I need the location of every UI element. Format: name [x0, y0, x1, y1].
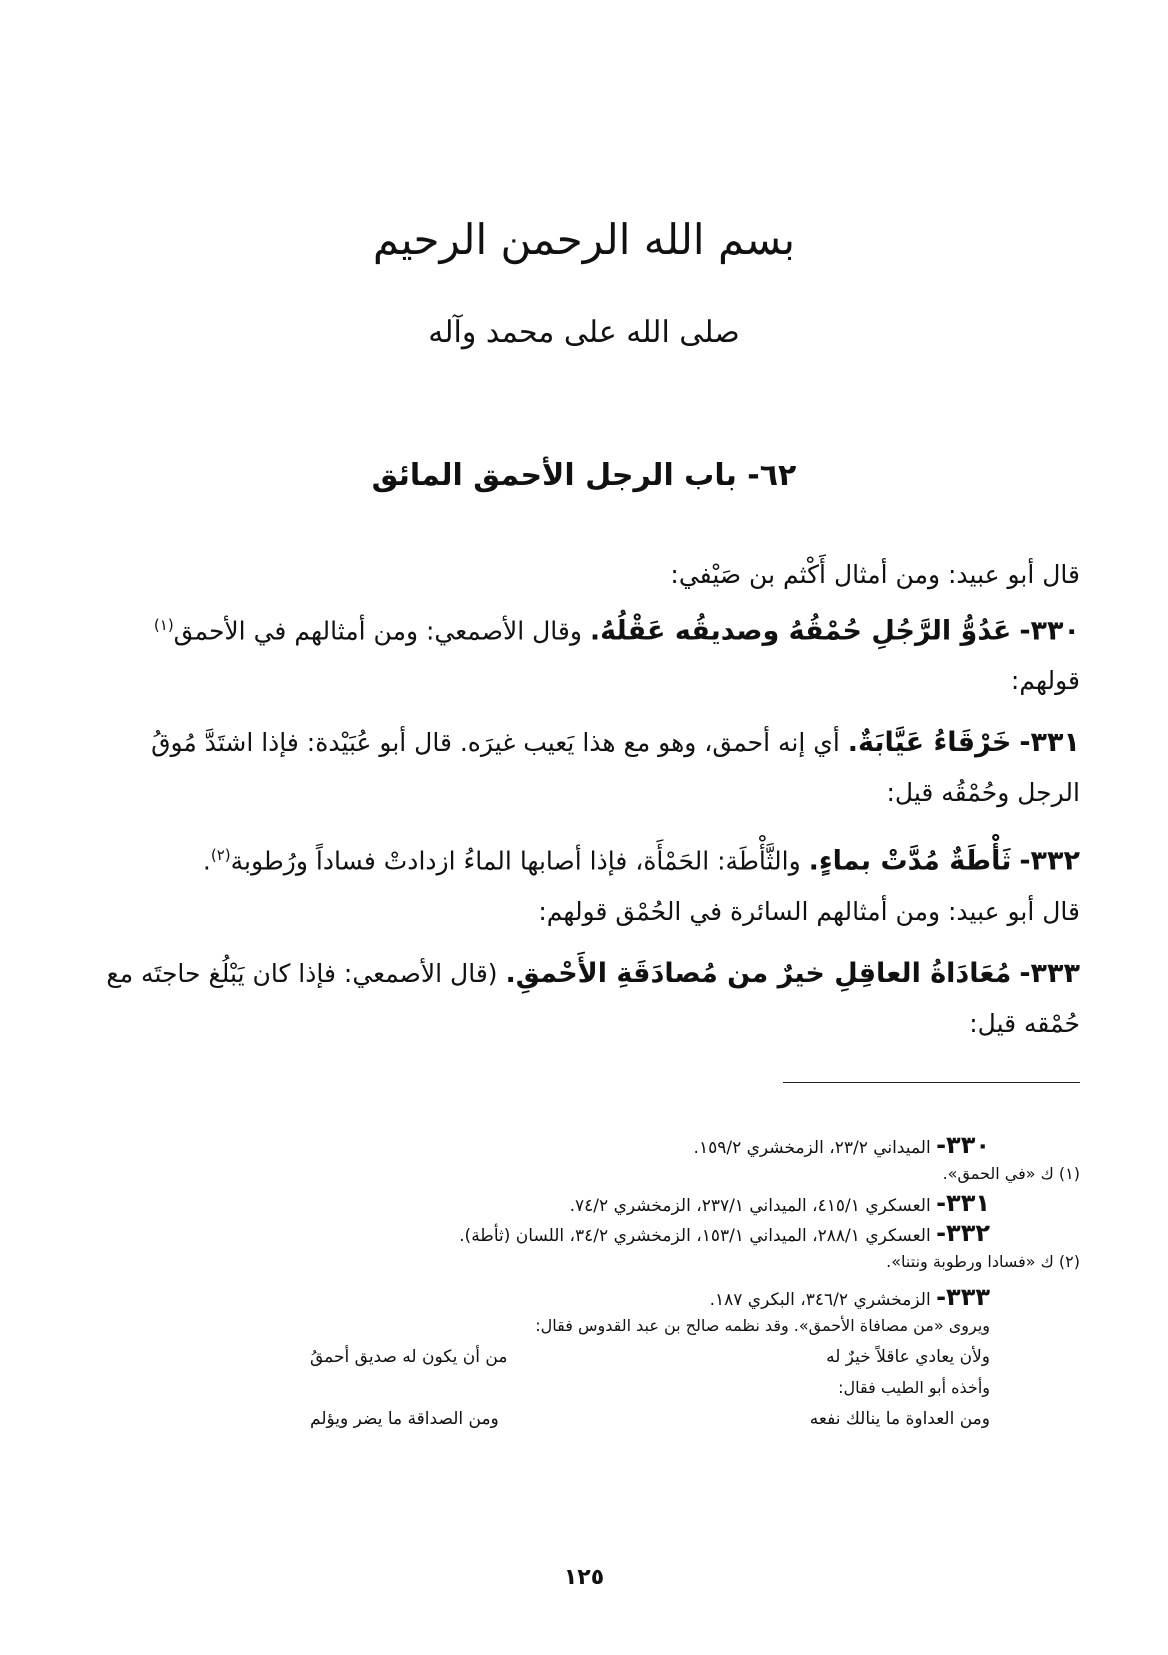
note-text: الميداني ٢٣/٢، الزمخشري ١٥٩/٢.: [693, 1138, 937, 1158]
verse-1: [310, 1340, 990, 1374]
footnote-1: (١) ك «في الحمق».: [942, 1164, 1080, 1183]
footnote-332: [105, 1218, 1080, 1248]
note-number: ٣٣٠-: [936, 1131, 990, 1159]
footnote-ref[interactable]: (١): [153, 616, 174, 634]
verse-hemistich-first: ومن العداوة ما ينالك نفعه: [809, 1409, 990, 1429]
footnote-330: [105, 1130, 1080, 1160]
footnote-ref[interactable]: (٢): [210, 846, 231, 865]
verse-hemistich-second: من أن يكون له صديق أحمقُ: [310, 1347, 508, 1367]
commentary: وقال الأصمعي: ومن أمثالهم في الأحمق: [173, 616, 582, 646]
entry-number: ٣٣١-: [1019, 727, 1080, 759]
note-text: العسكري ٤١٥/١، الميداني ٢٣٧/١، الزمخشري ٧٤/٢.: [569, 1196, 937, 1216]
proverb: خَرْقَاءُ عَيَّابَةٌ.: [847, 727, 1012, 759]
note-text: العسكري ٢٨٨/١، الميداني ١٥٣/١، الزمخشري ٣٤/٢، اللسان (ثأطة).: [459, 1226, 937, 1246]
footnote-333: [105, 1282, 1080, 1312]
entry-number: ٣٣٢-: [1019, 845, 1080, 877]
basmala: بسم الله الرحمن الرحيم: [372, 215, 796, 264]
footnote-separator: [783, 1082, 1080, 1083]
page-number: ١٢٥: [563, 1565, 605, 1590]
verse-hemistich-second: ومن الصداقة ما يضر ويؤلم: [310, 1409, 499, 1429]
salawat: صلى الله على محمد وآله: [428, 315, 740, 350]
paragraph-333: [105, 949, 1080, 1049]
proverb: مُعَادَاةُ العاقِلِ خيرٌ من مُصادَقَةِ الأَحْمقِ.: [505, 957, 1012, 989]
note-number: ٣٣٢-: [936, 1219, 990, 1247]
commentary: (قال الأصمعي: فإذا كان يَبْلُغ حاجتَه مع حُمْقه قيل:: [106, 958, 1080, 1038]
proverb: ثَأْطَةٌ مُدَّتْ بماءٍ.: [808, 845, 1012, 877]
paragraph-abu-ubayd: قال أبو عبيد: ومن أمثالهم السائرة في الحُمْق قولهم:: [538, 896, 1080, 926]
paragraph-330: [105, 600, 1080, 706]
footnotes: [105, 1130, 1080, 1436]
paragraph-332: [105, 830, 1080, 886]
verse-hemistich-first: ولأن يعادي عاقلاً خيرٌ له: [826, 1347, 990, 1367]
entry-number: ٣٣٣-: [1019, 957, 1080, 989]
footnote-riwaya: ويروى «من مصافاة الأحمق». وقد نظمه صالح بن عبد القدوس فقال:: [535, 1316, 990, 1335]
commentary-end: .: [202, 846, 211, 876]
footnote-2: (٢) ك «فسادا ورطوبة ونتنا».: [886, 1252, 1080, 1271]
footnote-akhadhahu: وأخذه أبو الطيب فقال:: [838, 1378, 990, 1397]
verse-2: [310, 1402, 990, 1436]
commentary-continued: قولهم:: [1010, 666, 1080, 696]
note-number: ٣٣١-: [936, 1189, 990, 1217]
note-number: ٣٣٣-: [936, 1283, 990, 1311]
commentary: والثَّأْطَة: الحَمْأَة، فإذا أصابها الماءُ ازدادتْ فساداً ورُطوبة: [230, 846, 801, 876]
paragraph-intro: قال أبو عبيد: ومن أمثال أَكْثم بن صَيْفي:: [670, 560, 1080, 589]
paragraph-331: [105, 718, 1080, 818]
commentary: أي إنه أحمق، وهو مع هذا يَعيب غيرَه. قال أبو عُبَيْدة: فإذا اشتَدَّ مُوقُ الرجل وحُمْقُه قيل:: [151, 728, 1080, 808]
footnote-331: [105, 1188, 1080, 1218]
main-text: [105, 550, 1080, 1061]
entry-number: ٣٣٠-: [1019, 615, 1080, 647]
note-text: الزمخشري ٣٤٦/٢، البكري ١٨٧.: [709, 1290, 937, 1310]
proverb: عَدُوُّ الرَّجُلِ حُمْقُهُ وصديقُه عَقْلُهُ.: [589, 615, 1012, 647]
chapter-title: ٦٢- باب الرجل الأحمق المائق: [371, 458, 797, 493]
